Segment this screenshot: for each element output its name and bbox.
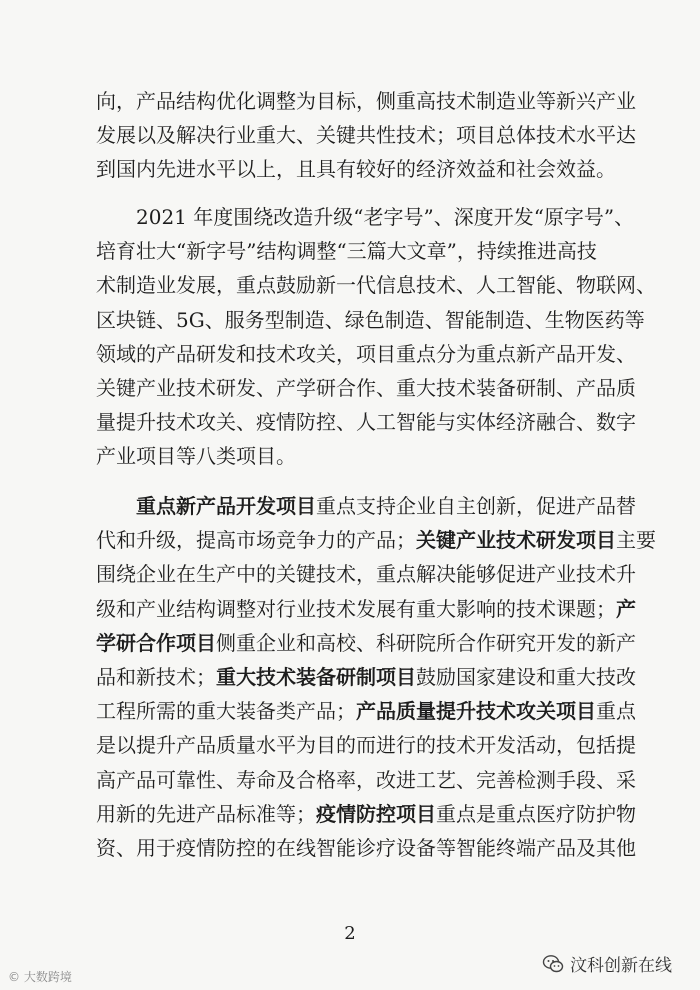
text-segment: 高产品可靠性、寿命及合格率，改进工艺、完善检测手段、采 [96, 767, 636, 792]
text-segment: 品和新技术； [96, 664, 216, 689]
text-segment: 用新的先进产品标准等； [96, 801, 316, 826]
paragraph-2 [96, 200, 656, 474]
paragraph-1 [96, 84, 636, 187]
text-line: 量提升技术攻关、疫情防控、人工智能与实体经济融合、数字 [96, 410, 636, 435]
bold-heading: 产品质量提升技术攻关项目 [356, 699, 596, 724]
bold-heading: 重点新产品开发项目 [136, 494, 316, 518]
text-line [96, 728, 636, 762]
text-segment: 重点是重点医疗防护物 [436, 801, 636, 826]
wechat-icon [542, 953, 564, 975]
text-segment: 资、用于疫情防控的在线智能诊疗设备等智能终端产品及其他 [96, 835, 636, 860]
text-segment: 主要 [616, 528, 656, 553]
text-line: 关键产业技术研发、产学研合作、重大技术装备研制、产品质 [96, 375, 636, 400]
text-line: 培育壮大“新字号”结构调整“三篇大文章”，持续推进高技 [96, 239, 597, 264]
text-segment: 围绕企业在生产中的关键技术，重点解决能够促进产业技术升 [96, 562, 636, 587]
text-segment: 代和升级，提高市场竞争力的产品； [96, 528, 416, 553]
bold-heading: 学研合作项目 [96, 630, 216, 655]
text-line [96, 763, 636, 797]
text-line: 术制造业发展，重点鼓励新一代信息技术、人工智能、物联网、 [96, 273, 656, 298]
text-segment: 侧重企业和高校、科研院所合作研究开发的新产 [216, 630, 636, 655]
text-line: 向，产品结构优化调整为目标，侧重高技术制造业等新兴产业 [96, 89, 636, 113]
text-line: 到国内先进水平以上，且具有较好的经济效益和社会效益。 [96, 157, 616, 182]
text-line [96, 797, 636, 831]
text-line [96, 694, 636, 728]
text-segment: 重点支持企业自主创新，促进产品替 [316, 494, 636, 518]
text-segment: 鼓励国家建设和重大技改 [416, 664, 636, 689]
text-line [96, 831, 636, 865]
text-line: 产业项目等八类项目。 [96, 444, 296, 469]
text-line [96, 660, 636, 694]
text-line [96, 592, 636, 626]
text-line: 2021 年度围绕改造升级“老字号”、深度开发“原字号”、 [136, 205, 635, 229]
text-line: 区块链、5G、服务型制造、绿色制造、智能制造、生物医药等 [96, 307, 645, 332]
text-segment: 重点 [596, 699, 636, 724]
text-segment: 工程所需的重大装备类产品； [96, 699, 356, 724]
text-line: 领域的产品研发和技术攻关，项目重点分为重点新产品开发、 [96, 341, 636, 366]
text-segment: 级和产业结构调整对行业技术发展有重大影响的技术课题； [96, 596, 616, 621]
watermark-left: © 大数跨境 [8, 970, 72, 984]
text-line [96, 489, 636, 523]
text-line: 发展以及解决行业重大、关键共性技术；项目总体技术水平达 [96, 123, 636, 148]
page-number: 2 [344, 923, 356, 944]
text-line [96, 626, 636, 660]
paragraph-3 [96, 489, 656, 865]
text-line [96, 523, 656, 557]
text-segment: 是以提升产品质量水平为目的而进行的技术开发活动，包括提 [96, 733, 636, 758]
account-name: 汶科创新在线 [570, 956, 672, 976]
text-line [96, 557, 636, 591]
bold-heading: 重大技术装备研制项目 [216, 664, 416, 689]
account-watermark [542, 951, 672, 976]
bold-heading: 疫情防控项目 [316, 801, 436, 826]
bold-heading: 产 [616, 596, 636, 621]
bold-heading: 关键产业技术研发项目 [416, 528, 616, 553]
